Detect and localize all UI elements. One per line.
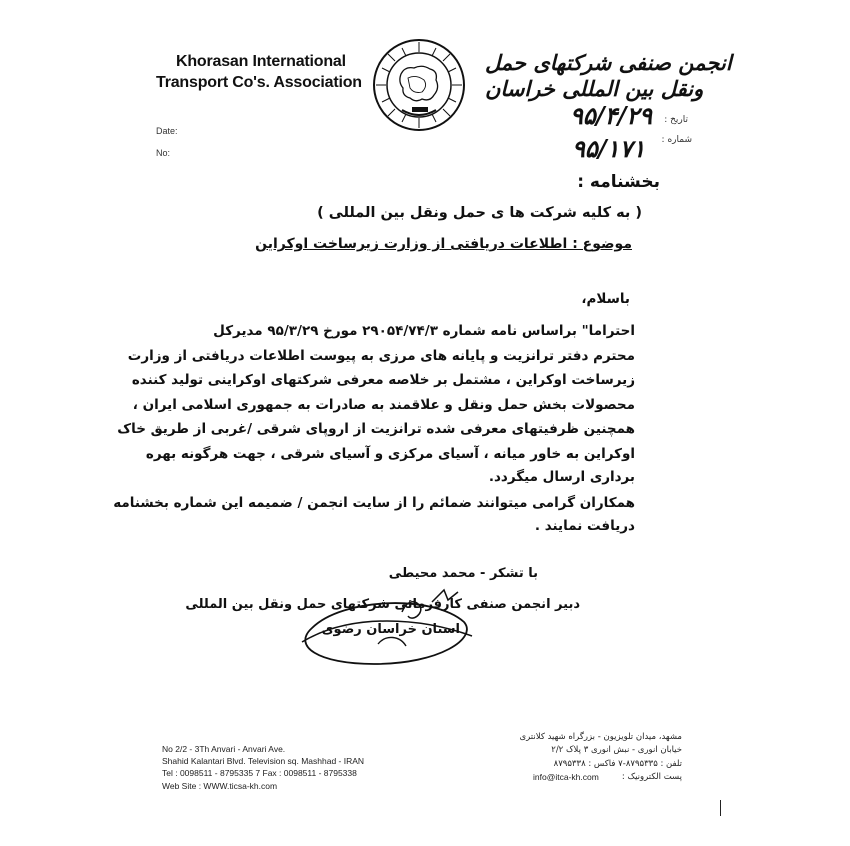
org-name-en-line1: Khorasan International [176,53,346,70]
footer-website: Web Site : WWW.ticsa-kh.com [162,781,278,791]
scan-mark-divider [720,800,721,816]
footer-phone-en: Tel : 0098511 - 8795335 7 Fax : 0098511 - 8795338 [162,768,357,778]
association-seal [372,38,466,132]
footer-email: info@itca-kh.com [533,772,599,782]
date-value: ۹۵/۴/۲۹ [570,101,652,130]
footer-phone-fa: تلفن : ۸۷۹۵۳۳۵-۷ فاکس : ۸۷۹۵۳۳۸ [553,759,682,769]
footer-address-fa-line2: خیابان انوری - نبش انوری ۳ پلاک ۲/۲ [551,745,682,755]
date-label-fa: تاریخ : [664,115,688,125]
letter-greeting: باسلام، [581,291,630,307]
signature-title: دبیر انجمن صنفی کارفرمائی شرکتهای حمل ونقل بین المللی [185,597,580,612]
seal-emblem-icon [372,38,466,132]
footer-address-en-line2: Shahid Kalantari Blvd. Television sq. Mashhad - IRAN [162,756,365,766]
number-value: ۹۵/۱۷۱ [572,134,646,163]
letter-recipient: ( به کلیه شرکت ها ی حمل ونقل بین المللی ) [317,205,642,221]
body-line: برداری ارسال میگردد. [488,469,635,485]
body-line: محترم دفتر ترانزیت و پایانه های مرزی به پیوست اطلاعات دریافتی از وزارت [127,348,635,364]
body-line: همچنین ظرفیتهای معرفی شده ترانزیت از اروپای شرقی /غربی از طریق خاک [117,421,635,437]
body-line: دریافت نمایند . [534,518,635,534]
body-line: احتراما" براساس نامه شماره ۲۹۰۵۴/۷۴/۳ مورخ ۹۵/۳/۲۹ مدیرکل [213,323,635,339]
footer-email-label: پست الکترونیک : [621,772,682,782]
number-label-fa: شماره : [661,135,692,145]
body-line: اوکراین به خاور میانه ، آسیای مرکزی و آسیای شرقی ، جهت هرگونه بهره [145,446,635,462]
date-label-en: Date: [156,126,178,136]
body-line: همکاران گرامی میتوانند ضمائم را از سایت انجمن / ضمیمه این شماره بخشنامه [113,495,635,511]
footer-address-en-line1: No 2/2 - 3Th Anvari - Anvari Ave. [162,744,286,754]
letter-subject: موضوع : اطلاعات دریافتی از وزارت زیرساخت اوکراین [255,236,632,252]
org-name-fa: انجمن صنفی شرکتهای حمل ونقل بین المللی خراسان [485,50,732,101]
signature-scribble-icon [282,572,482,672]
closing-line: با تشکر - محمد محیطی [388,566,538,581]
footer-address-fa-line1: مشهد، میدان تلویزیون - بزرگراه شهید کلانتری [519,732,682,742]
body-line: زیرساخت اوکراین ، مشتمل بر خلاصه معرفی شرکتهای اوکراینی تولید کننده [131,372,635,388]
number-label-en: No: [156,148,171,158]
org-name-en-line2: Transport Co's. Association [156,74,362,91]
signature-sub: استان خراسان رضوی [321,622,460,637]
handwritten-signature [282,572,482,672]
body-line: محصولات بخش حمل ونقل و علاقمند به صادرات به جمهوری اسلامی ایران ، [132,397,635,413]
letter-heading: بخشنامه : [577,172,660,192]
